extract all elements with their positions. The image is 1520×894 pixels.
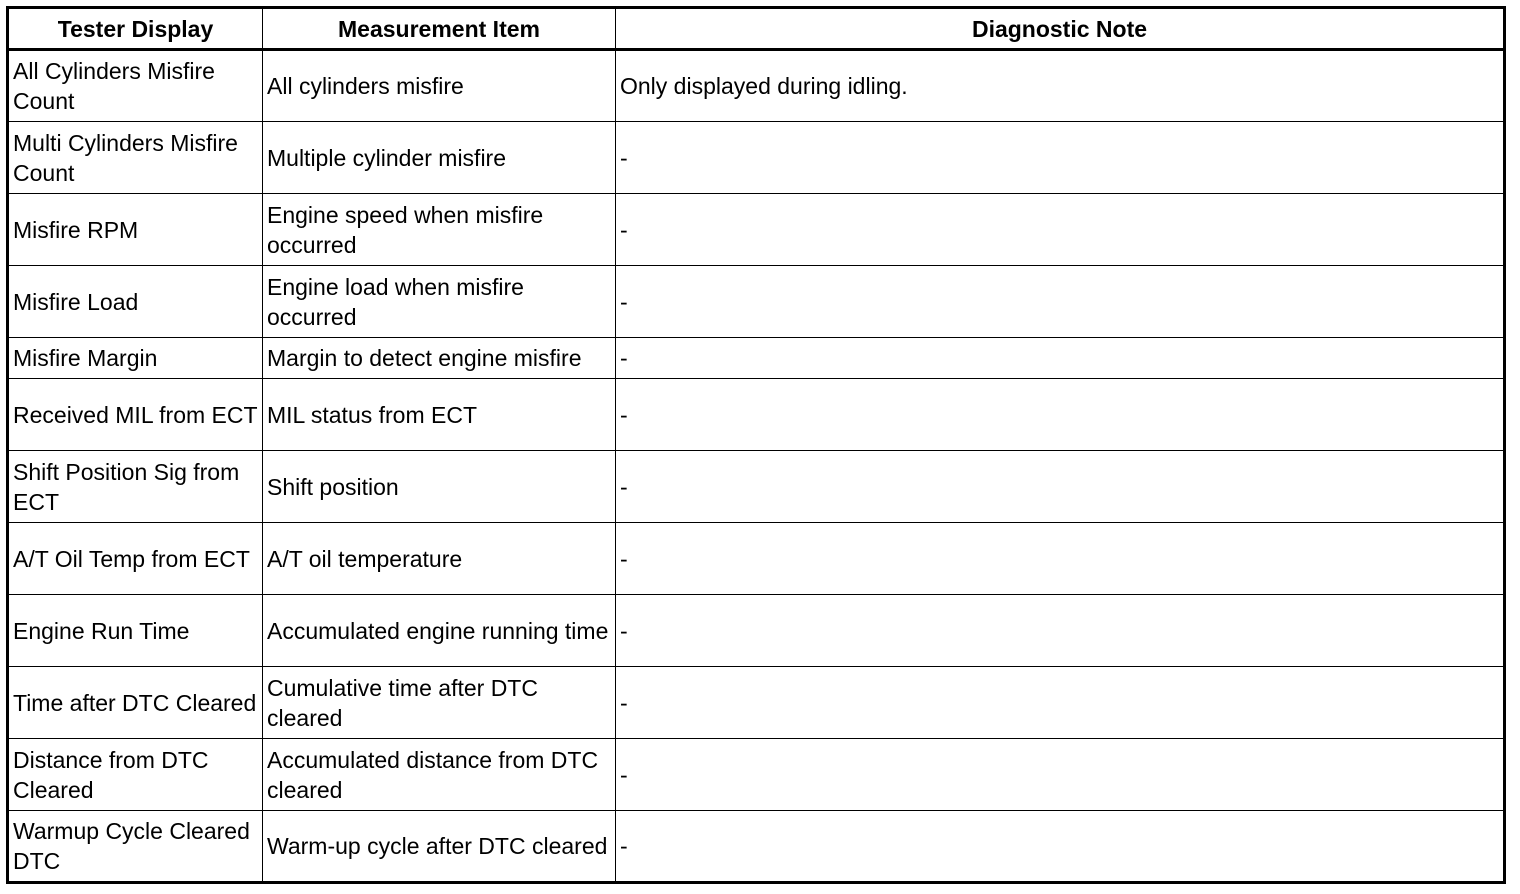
cell-tester-display: Distance from DTC Cleared — [8, 739, 263, 811]
cell-measurement-item: Accumulated distance from DTC cleared — [263, 739, 616, 811]
header-measurement-item: Measurement Item — [263, 8, 616, 50]
cell-tester-display: All Cylinders Misfire Count — [8, 50, 263, 122]
cell-measurement-item: Engine speed when misfire occurred — [263, 194, 616, 266]
header-diagnostic-note: Diagnostic Note — [616, 8, 1505, 50]
table-row — [8, 122, 1505, 194]
table-row — [8, 194, 1505, 266]
table-row — [8, 451, 1505, 523]
cell-tester-display: A/T Oil Temp from ECT — [8, 523, 263, 595]
cell-tester-display: Received MIL from ECT — [8, 379, 263, 451]
cell-measurement-item: Margin to detect engine misfire — [263, 338, 616, 379]
cell-diagnostic-note: Only displayed during idling. — [616, 50, 1505, 122]
data-list-table — [6, 6, 1506, 884]
cell-tester-display: Shift Position Sig from ECT — [8, 451, 263, 523]
table-row — [8, 667, 1505, 739]
cell-measurement-item: Multiple cylinder misfire — [263, 122, 616, 194]
cell-measurement-item: Cumulative time after DTC cleared — [263, 667, 616, 739]
cell-diagnostic-note: - — [616, 523, 1505, 595]
cell-diagnostic-note: - — [616, 266, 1505, 338]
cell-measurement-item: All cylinders misfire — [263, 50, 616, 122]
table-row — [8, 739, 1505, 811]
table-row — [8, 338, 1505, 379]
cell-tester-display: Engine Run Time — [8, 595, 263, 667]
cell-diagnostic-note: - — [616, 739, 1505, 811]
header-tester-display: Tester Display — [8, 8, 263, 50]
table-row — [8, 811, 1505, 883]
cell-diagnostic-note: - — [616, 122, 1505, 194]
cell-tester-display: Time after DTC Cleared — [8, 667, 263, 739]
table-row — [8, 379, 1505, 451]
cell-measurement-item: Warm-up cycle after DTC cleared — [263, 811, 616, 883]
cell-tester-display: Warmup Cycle Cleared DTC — [8, 811, 263, 883]
cell-diagnostic-note: - — [616, 595, 1505, 667]
table-row — [8, 523, 1505, 595]
cell-measurement-item: A/T oil temperature — [263, 523, 616, 595]
cell-tester-display: Misfire Margin — [8, 338, 263, 379]
table-row — [8, 595, 1505, 667]
cell-diagnostic-note: - — [616, 379, 1505, 451]
table-row — [8, 266, 1505, 338]
table-row — [8, 50, 1505, 122]
cell-diagnostic-note: - — [616, 194, 1505, 266]
cell-diagnostic-note: - — [616, 338, 1505, 379]
cell-measurement-item: MIL status from ECT — [263, 379, 616, 451]
cell-measurement-item: Engine load when misfire occurred — [263, 266, 616, 338]
cell-tester-display: Misfire RPM — [8, 194, 263, 266]
cell-diagnostic-note: - — [616, 451, 1505, 523]
cell-measurement-item: Accumulated engine running time — [263, 595, 616, 667]
cell-diagnostic-note: - — [616, 667, 1505, 739]
cell-tester-display: Misfire Load — [8, 266, 263, 338]
cell-measurement-item: Shift position — [263, 451, 616, 523]
cell-diagnostic-note: - — [616, 811, 1505, 883]
cell-tester-display: Multi Cylinders Misfire Count — [8, 122, 263, 194]
table-header-row — [8, 8, 1505, 50]
